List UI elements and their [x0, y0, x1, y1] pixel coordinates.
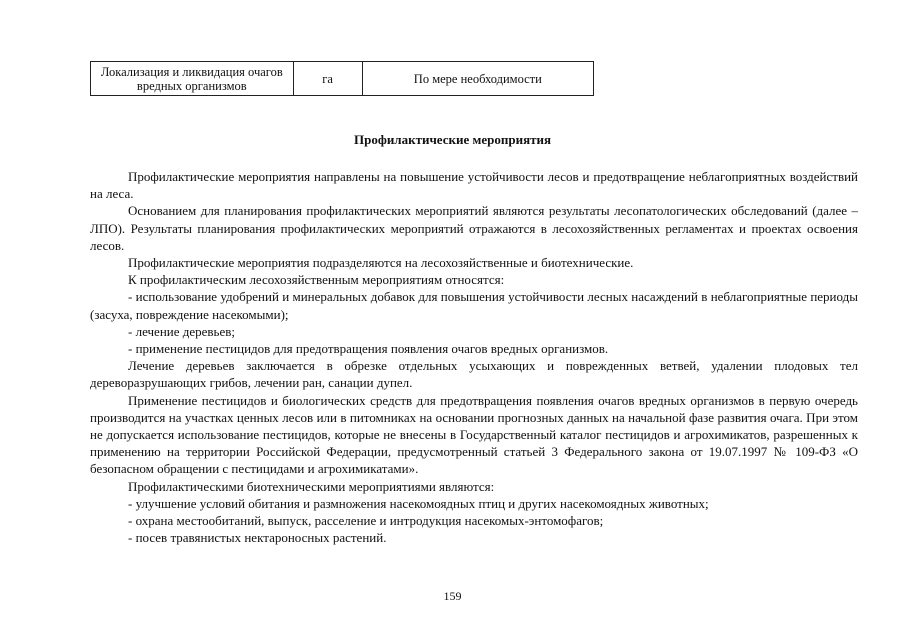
paragraph: Профилактические мероприятия направлены на повышение устойчивости лесов и предотвращение неблагоприятных воздействий на леса. [90, 169, 858, 202]
section-title: Профилактические мероприятия [353, 132, 552, 147]
paragraph: Применение пестицидов и биологических средств для предотвращения появления очагов вредных организмов в первую очередь производится на участках ценных лесов или в питомниках на основании прогнозных данных на начальной фазе развития очага. При этом не допускается использование пестицидов, которые не внесены в Государственный каталог пестицидов и агрохимикатов, разрешенных к применению на территории Российской Федерации, предусмотренный статьей 3 Федерального закона от 19.07.1997 № 109-ФЗ «О безопасном обращении с пестицидами и агрохимикатами». [90, 392, 858, 477]
paragraph: Профилактическими биотехническими мероприятиями являются: [128, 478, 495, 494]
body-text [90, 168, 858, 546]
measures-table [90, 61, 594, 96]
paragraph: Основанием для планирования профилактических мероприятий являются результаты лесопатологических обследований (далее – ЛПО). Результаты планирования профилактических мероприятий отражаются в лесохозяйственных регламентах и проектах освоения лесов. [90, 203, 858, 253]
list-item: - применение пестицидов для предотвращения появления очагов вредных организмов. [128, 341, 609, 357]
table-cell-timing: По мере необходимости [362, 62, 593, 96]
paragraph: Профилактические мероприятия подразделяются на лесохозяйственные и биотехнические. [128, 255, 634, 271]
page-number: 159 [443, 589, 462, 603]
list-item: - улучшение условий обитания и размножения насекомоядных птиц и других насекомоядных животных; [128, 495, 709, 511]
table-cell-activity: Локализация и ликвидация очагов вредных организмов [91, 62, 294, 96]
list-item: - использование удобрений и минеральных добавок для повышения устойчивости лесных насаждений в неблагоприятные периоды (засуха, повреждение насекомыми); [90, 289, 858, 322]
table-cell-unit: га [293, 62, 362, 96]
list-item: - охрана местообитаний, выпуск, расселение и интродукция насекомых-энтомофагов; [128, 513, 604, 529]
table-row [91, 62, 594, 96]
list-item: - лечение деревьев; [128, 323, 235, 339]
paragraph: Лечение деревьев заключается в обрезке отдельных усыхающих и поврежденных ветвей, удалении плодовых тел дереворазрушающих грибов, лечении ран, санации дупел. [90, 358, 858, 391]
paragraph: К профилактическим лесохозяйственным мероприятиям относятся: [128, 272, 505, 288]
list-item: - посев травянистых нектароносных растений. [128, 530, 387, 546]
